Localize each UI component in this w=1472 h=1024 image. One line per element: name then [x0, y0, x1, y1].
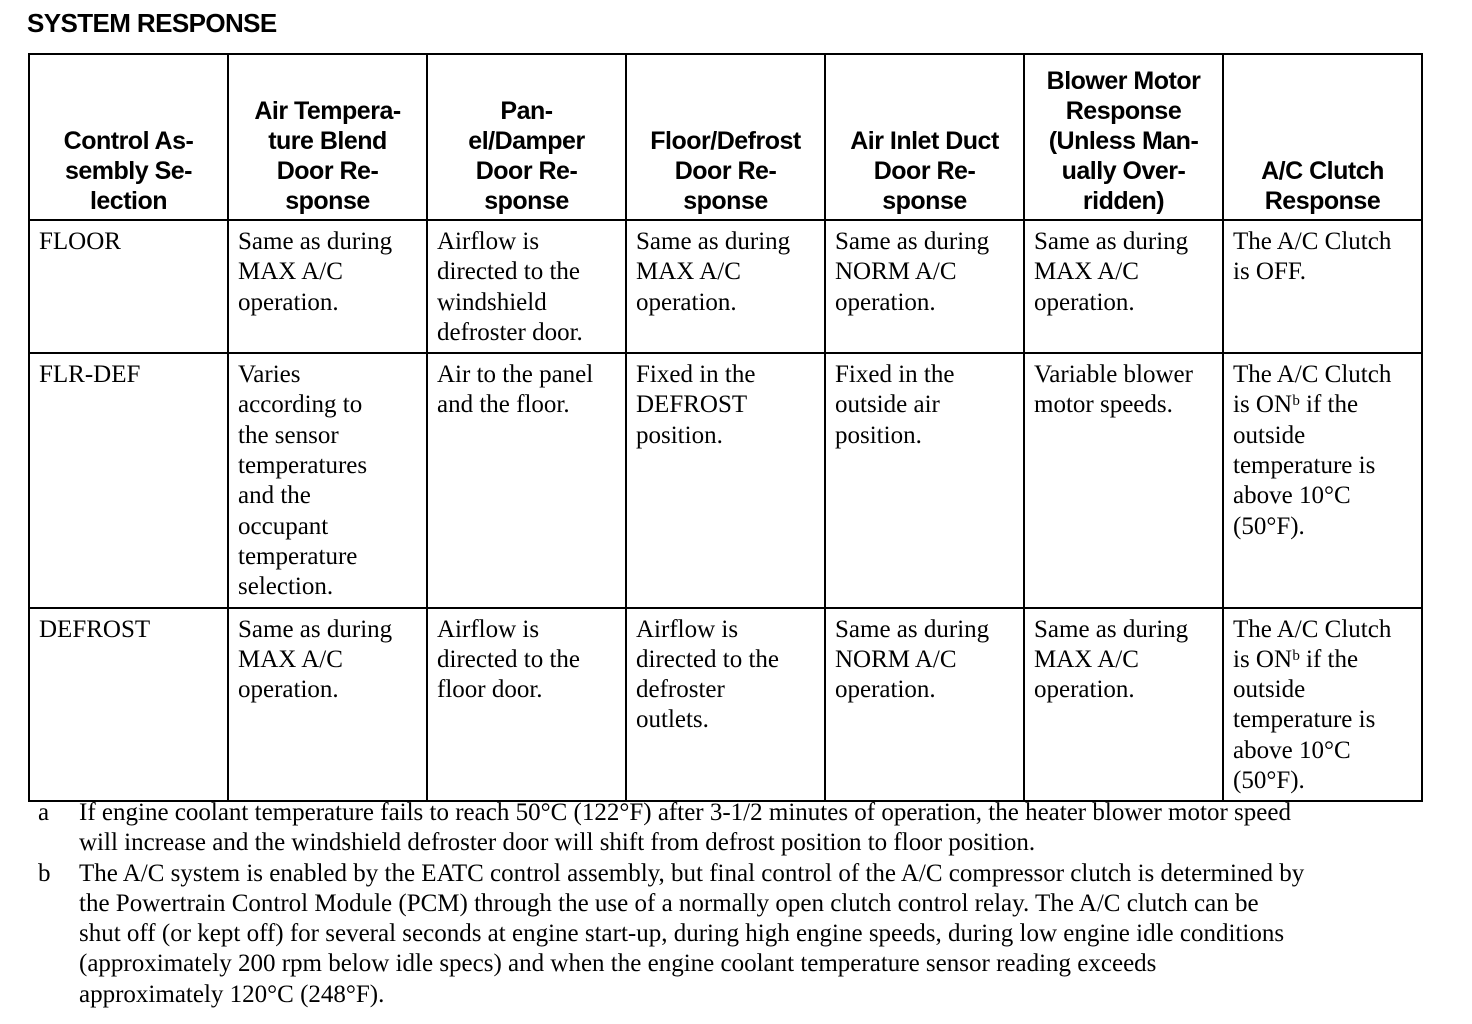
cell-line: and the — [238, 482, 311, 510]
footnote-b — [38, 859, 1438, 1010]
cell-line: MAX A/C — [1034, 258, 1139, 286]
cell-line: DEFROST — [39, 615, 151, 643]
cell-line: NORM A/C — [835, 645, 957, 673]
header-line: A/C Clutch — [1261, 157, 1384, 185]
cell-line: operation. — [835, 288, 936, 316]
cell-line: outside — [1233, 421, 1306, 449]
cell-line: Variable blower — [1034, 361, 1193, 389]
cell-line: position. — [636, 421, 723, 449]
cell-air-inlet — [825, 220, 1024, 353]
cell-line: windshield — [437, 288, 547, 316]
cell-line: motor speeds. — [1034, 391, 1173, 419]
cell-line: and the floor. — [437, 391, 570, 419]
cell-line: outside — [1233, 676, 1306, 704]
header-line: sponse — [683, 187, 768, 215]
cell-line: defroster — [636, 676, 725, 704]
header-air-temperature-blend-door-response — [228, 54, 427, 220]
cell-selection — [29, 220, 228, 353]
cell-line: is ONᵇ if the — [1233, 645, 1359, 673]
cell-line: outside air — [835, 391, 940, 419]
cell-air-temp-blend — [228, 353, 427, 607]
header-line: Door Re- — [276, 157, 379, 185]
cell-ac-clutch — [1223, 608, 1422, 802]
footnote-text — [79, 798, 1438, 859]
cell-line: operation. — [636, 288, 737, 316]
header-line: ually Over- — [1061, 157, 1186, 185]
footnote-line: the Powertrain Control Module (PCM) through the use of a normally open clutch control relay. The A/C clutch can be — [79, 889, 1259, 917]
cell-air-inlet — [825, 353, 1024, 607]
cell-line: occupant — [238, 512, 329, 540]
header-blower-motor-response — [1024, 54, 1223, 220]
cell-line: Same as during — [1034, 615, 1189, 643]
cell-line: selection. — [238, 573, 334, 601]
cell-line: according to — [238, 391, 363, 419]
footnote-marker: a — [38, 799, 50, 826]
cell-line: MAX A/C — [238, 258, 343, 286]
header-line: Door Re- — [475, 157, 578, 185]
header-line: sponse — [882, 187, 967, 215]
table-body — [29, 220, 1422, 801]
cell-selection — [29, 353, 228, 607]
header-line: ridden) — [1082, 187, 1165, 215]
header-line: el/Damper — [468, 127, 585, 155]
cell-line: MAX A/C — [238, 645, 343, 673]
footnote-line: will increase and the windshield defroster door will shift from defrost position to floor position. — [79, 829, 1036, 857]
cell-panel-damper — [427, 353, 626, 607]
header-line: Floor/Defrost — [650, 127, 801, 155]
cell-air-inlet — [825, 608, 1024, 802]
table-row-defrost — [29, 608, 1422, 802]
footnote-line: approximately 120°C (248°F). — [79, 980, 385, 1008]
footnote-marker: b — [38, 859, 51, 887]
cell-line: (50°F). — [1233, 767, 1305, 795]
cell-floor-defrost — [626, 608, 825, 802]
cell-ac-clutch — [1223, 220, 1422, 353]
cell-line: floor door. — [437, 676, 543, 704]
cell-line: Same as during — [238, 228, 393, 255]
cell-line: Same as during — [636, 228, 791, 255]
header-line: Response — [1264, 187, 1381, 215]
header-line: lection — [89, 187, 168, 215]
table-row-flr-def — [29, 353, 1422, 607]
cell-line: operation. — [238, 676, 339, 704]
cell-line: The A/C Clutch — [1233, 615, 1392, 643]
cell-floor-defrost — [626, 220, 825, 353]
cell-line: Same as during — [1034, 228, 1189, 255]
cell-line: The A/C Clutch — [1233, 361, 1392, 389]
cell-line: above 10°C — [1233, 482, 1351, 510]
cell-line: directed to the — [437, 258, 580, 286]
cell-line: position. — [835, 421, 922, 449]
cell-line: above 10°C — [1233, 736, 1351, 764]
header-line: Response — [1065, 97, 1182, 125]
header-air-inlet-duct-door-response — [825, 54, 1024, 220]
cell-line: (50°F). — [1233, 512, 1305, 540]
footnotes — [38, 798, 1438, 1010]
cell-line: temperatures — [238, 452, 368, 480]
cell-line: Same as during — [835, 615, 990, 643]
cell-line: temperature — [238, 542, 358, 570]
cell-line: operation. — [1034, 676, 1135, 704]
cell-line: defroster door. — [437, 318, 583, 346]
header-line: (Unless Man- — [1048, 127, 1199, 155]
cell-panel-damper — [427, 220, 626, 353]
footnote-line: (approximately 200 rpm below idle specs) and when the engine coolant temperature sensor reading exceeds — [79, 950, 1157, 978]
cell-line: The A/C Clutch — [1233, 228, 1392, 255]
cell-line: NORM A/C — [835, 258, 957, 286]
header-line: Control As- — [63, 127, 194, 155]
cell-air-temp-blend — [228, 608, 427, 802]
cell-line: is ONᵇ if the — [1233, 391, 1359, 419]
footnote-text — [79, 859, 1438, 1010]
cell-line: DEFROST — [636, 391, 748, 419]
cell-ac-clutch — [1223, 353, 1422, 607]
cell-air-temp-blend — [228, 220, 427, 353]
cell-line: Airflow is — [437, 615, 540, 643]
cell-line: Fixed in the — [636, 361, 756, 389]
cell-line: MAX A/C — [1034, 645, 1139, 673]
cell-line: FLR-DEF — [39, 361, 141, 389]
cell-blower-motor — [1024, 220, 1223, 353]
system-response-table — [28, 53, 1423, 802]
header-floor-defrost-door-response — [626, 54, 825, 220]
header-line: ture Blend — [268, 127, 387, 155]
footnote-a — [38, 798, 1438, 859]
page-title: SYSTEM RESPONSE — [27, 8, 277, 38]
cell-line: the sensor — [238, 421, 339, 449]
header-line: sponse — [285, 187, 370, 215]
cell-line: Same as during — [238, 615, 393, 643]
header-line: Blower Motor — [1046, 67, 1201, 95]
cell-panel-damper — [427, 608, 626, 802]
cell-line: temperature is — [1233, 452, 1376, 480]
header-row — [29, 54, 1422, 220]
cell-line: Varies — [238, 361, 301, 389]
header-control-assembly-selection — [29, 54, 228, 220]
header-line: Door Re- — [873, 157, 976, 185]
header-line: Door Re- — [674, 157, 777, 185]
cell-line: temperature is — [1233, 706, 1376, 734]
cell-line: is OFF. — [1233, 258, 1307, 286]
footnote-line: If engine coolant temperature fails to reach 50°C (122°F) after 3-1/2 minutes of operation, the heater blower motor speed — [79, 799, 1291, 826]
cell-line: Air to the panel — [437, 361, 594, 389]
cell-blower-motor — [1024, 608, 1223, 802]
cell-selection — [29, 608, 228, 802]
cell-line: directed to the — [437, 645, 580, 673]
cell-line: operation. — [1034, 288, 1135, 316]
header-line: Pan- — [500, 97, 553, 125]
footnote-line: shut off (or kept off) for several seconds at engine start-up, during high engine speeds, during low engine idle conditions — [79, 920, 1285, 948]
table-row-floor — [29, 220, 1422, 353]
cell-line: Fixed in the — [835, 361, 955, 389]
cell-line: outlets. — [636, 706, 709, 734]
table-header — [29, 54, 1422, 220]
cell-floor-defrost — [626, 353, 825, 607]
cell-blower-motor — [1024, 353, 1223, 607]
header-line: sponse — [484, 187, 569, 215]
cell-line: Same as during — [835, 228, 990, 255]
header-panel-damper-door-response — [427, 54, 626, 220]
cell-line: Airflow is — [636, 615, 739, 643]
cell-line: operation. — [238, 288, 339, 316]
header-line: Air Tempera- — [254, 97, 401, 125]
cell-line: FLOOR — [39, 228, 121, 255]
header-line: Air Inlet Duct — [850, 127, 999, 155]
header-line: sembly Se- — [64, 157, 192, 185]
cell-line: directed to the — [636, 645, 779, 673]
footnote-line: The A/C system is enabled by the EATC control assembly, but final control of the A/C compressor clutch is determined by — [79, 859, 1305, 887]
header-ac-clutch-response — [1223, 54, 1422, 220]
cell-line: Airflow is — [437, 228, 540, 255]
cell-line: operation. — [835, 676, 936, 704]
cell-line: MAX A/C — [636, 258, 741, 286]
